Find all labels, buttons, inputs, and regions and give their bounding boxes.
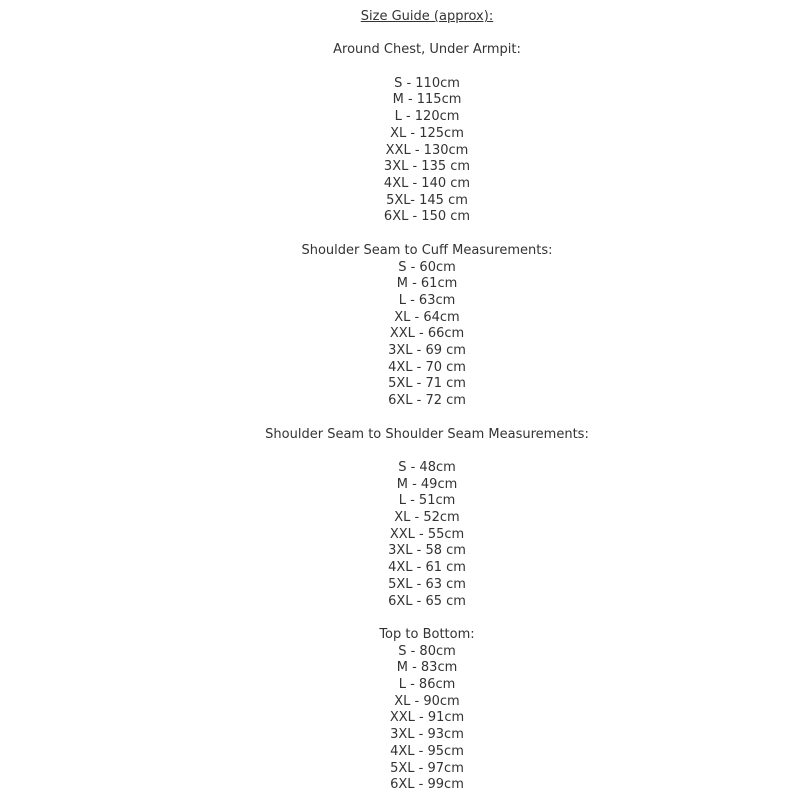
measurement-item: XL - 125cm <box>390 125 464 141</box>
measurement-item: XL - 52cm <box>394 510 460 526</box>
measurement-item: L - 120cm <box>394 109 460 125</box>
measurement-item: 5XL- 145 cm <box>386 192 468 208</box>
measurement-item: 6XL - 99cm <box>390 777 464 793</box>
measurement-item: M - 115cm <box>392 92 462 108</box>
measurement-item: 3XL - 135 cm <box>383 159 471 175</box>
measurement-item: 5XL - 97cm <box>390 760 464 776</box>
measurement-item: 4XL - 95cm <box>390 743 464 759</box>
section-heading: Top to Bottom: <box>379 626 475 642</box>
measurement-item: 4XL - 61 cm <box>388 560 466 576</box>
measurement-item: 6XL - 65 cm <box>388 593 466 609</box>
measurement-item: L - 63cm <box>398 292 456 308</box>
measurement-item: 3XL - 69 cm <box>388 343 466 359</box>
size-section <box>54 427 800 611</box>
measurement-item: XL - 90cm <box>394 693 460 709</box>
size-section <box>54 243 800 410</box>
size-section <box>54 42 800 226</box>
measurement-item: L - 86cm <box>398 677 456 693</box>
measurement-item: 5XL - 63 cm <box>388 576 466 592</box>
measurement-item: S - 110cm <box>394 75 460 91</box>
measurement-list <box>54 76 800 226</box>
measurement-item: 6XL - 150 cm <box>383 209 471 225</box>
measurement-item: 4XL - 70 cm <box>388 359 466 375</box>
measurement-item: 3XL - 58 cm <box>388 543 466 559</box>
size-section <box>54 627 800 794</box>
measurement-item: S - 80cm <box>398 643 456 659</box>
measurement-list <box>54 644 800 794</box>
measurement-item: XXL - 130cm <box>385 142 469 158</box>
measurement-item: L - 51cm <box>398 493 456 509</box>
measurement-item: M - 49cm <box>396 476 458 492</box>
measurement-list <box>54 460 800 610</box>
measurement-item: XXL - 66cm <box>389 326 465 342</box>
measurement-item: 3XL - 93cm <box>390 727 464 743</box>
measurement-item: S - 60cm <box>398 259 456 275</box>
measurement-item: 4XL - 140 cm <box>383 176 471 191</box>
section-heading: Around Chest, Under Armpit: <box>333 42 521 58</box>
measurement-item: XXL - 55cm <box>389 526 465 542</box>
measurement-item: M - 61cm <box>396 276 458 292</box>
measurement-item: XL - 64cm <box>394 309 460 325</box>
measurement-item: 5XL - 71 cm <box>388 376 466 392</box>
measurement-item: XXL - 91cm <box>389 710 465 726</box>
measurement-item: 6XL - 72 cm <box>388 393 466 409</box>
measurement-item: M - 83cm <box>396 660 458 676</box>
page-title: Size Guide (approx): <box>360 9 494 24</box>
measurement-item: S - 48cm <box>398 459 456 475</box>
size-sections <box>54 42 800 794</box>
section-heading: Shoulder Seam to Cuff Measurements: <box>301 242 553 258</box>
section-heading: Shoulder Seam to Shoulder Seam Measurements: <box>265 426 589 442</box>
measurement-list <box>54 260 800 410</box>
